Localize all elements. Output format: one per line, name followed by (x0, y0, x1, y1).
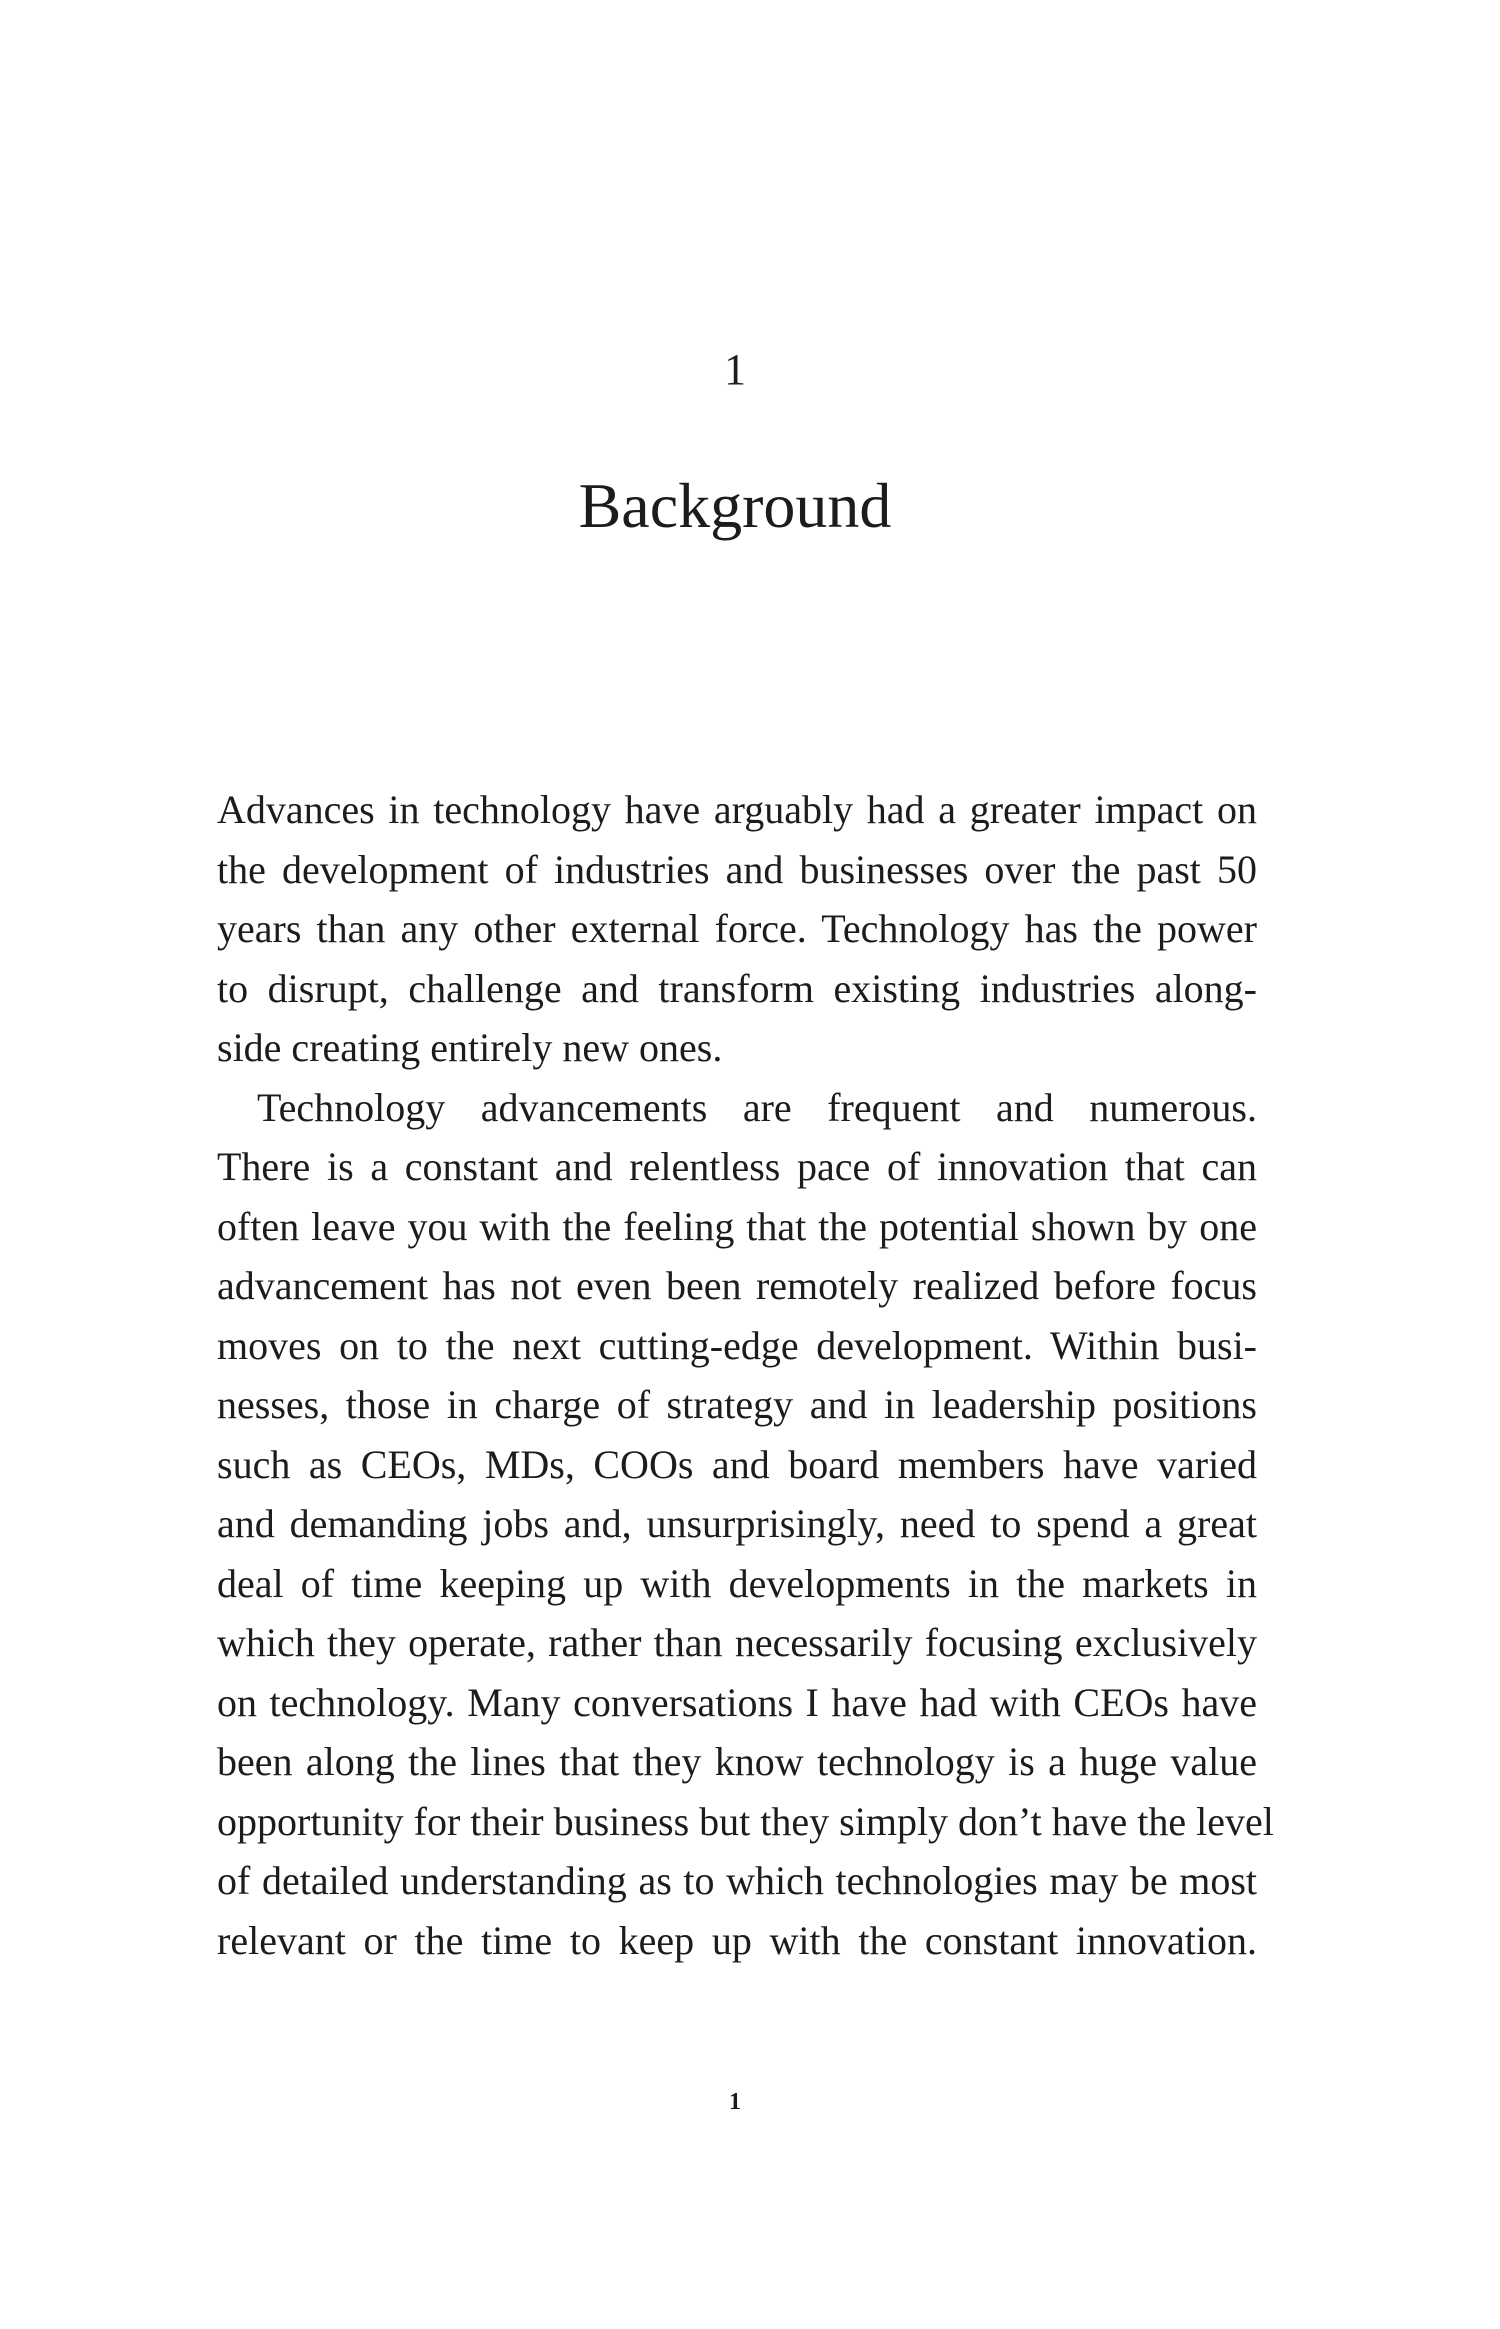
text-line: Technology advancements are frequent and numerous. (257, 1084, 1257, 1130)
text-line: of detailed understanding as to which technologies may be most (217, 1858, 1257, 1903)
chapter-number: 1 (724, 345, 746, 394)
text-line: nesses, those in charge of strategy and in leadership positions (217, 1382, 1257, 1427)
text-line: years than any other external force. Technology has the power (217, 906, 1257, 951)
text-line: been along the lines that they know technology is a huge value (217, 1739, 1257, 1784)
text-line: relevant or the time to keep up with the constant innovation. (217, 1917, 1257, 1963)
text-line: side creating entirely new ones. (217, 1025, 723, 1070)
text-line: opportunity for their business but they simply don’t have the level (217, 1798, 1274, 1844)
text-line: advancement has not even been remotely realized before focus (217, 1263, 1257, 1308)
paragraph-1 (217, 780, 1257, 1078)
text-line: such as CEOs, MDs, COOs and board members have varied (217, 1441, 1257, 1487)
text-line: to disrupt, challenge and transform existing industries along- (217, 965, 1257, 1011)
text-line: often leave you with the feeling that the potential shown by one (217, 1203, 1257, 1249)
text-line: the development of industries and businesses over the past 50 (217, 846, 1257, 892)
body-text (217, 780, 1274, 1970)
text-line: There is a constant and relentless pace of innovation that can (217, 1144, 1257, 1189)
text-line: and demanding jobs and, unsurprisingly, need to spend a great (217, 1501, 1257, 1546)
paragraph-2 (217, 1078, 1274, 1971)
text-line: Advances in technology have arguably had a greater impact on (217, 787, 1257, 832)
chapter-title: Background (578, 470, 892, 541)
text-line: deal of time keeping up with developments in the markets in (217, 1560, 1257, 1606)
page-number: 1 (729, 2089, 741, 2115)
text-line: on technology. Many conversations I have had with CEOs have (217, 1679, 1257, 1725)
text-line: moves on to the next cutting-edge development. Within busi- (217, 1322, 1257, 1368)
text-line: which they operate, rather than necessarily focusing exclusively (217, 1620, 1257, 1665)
